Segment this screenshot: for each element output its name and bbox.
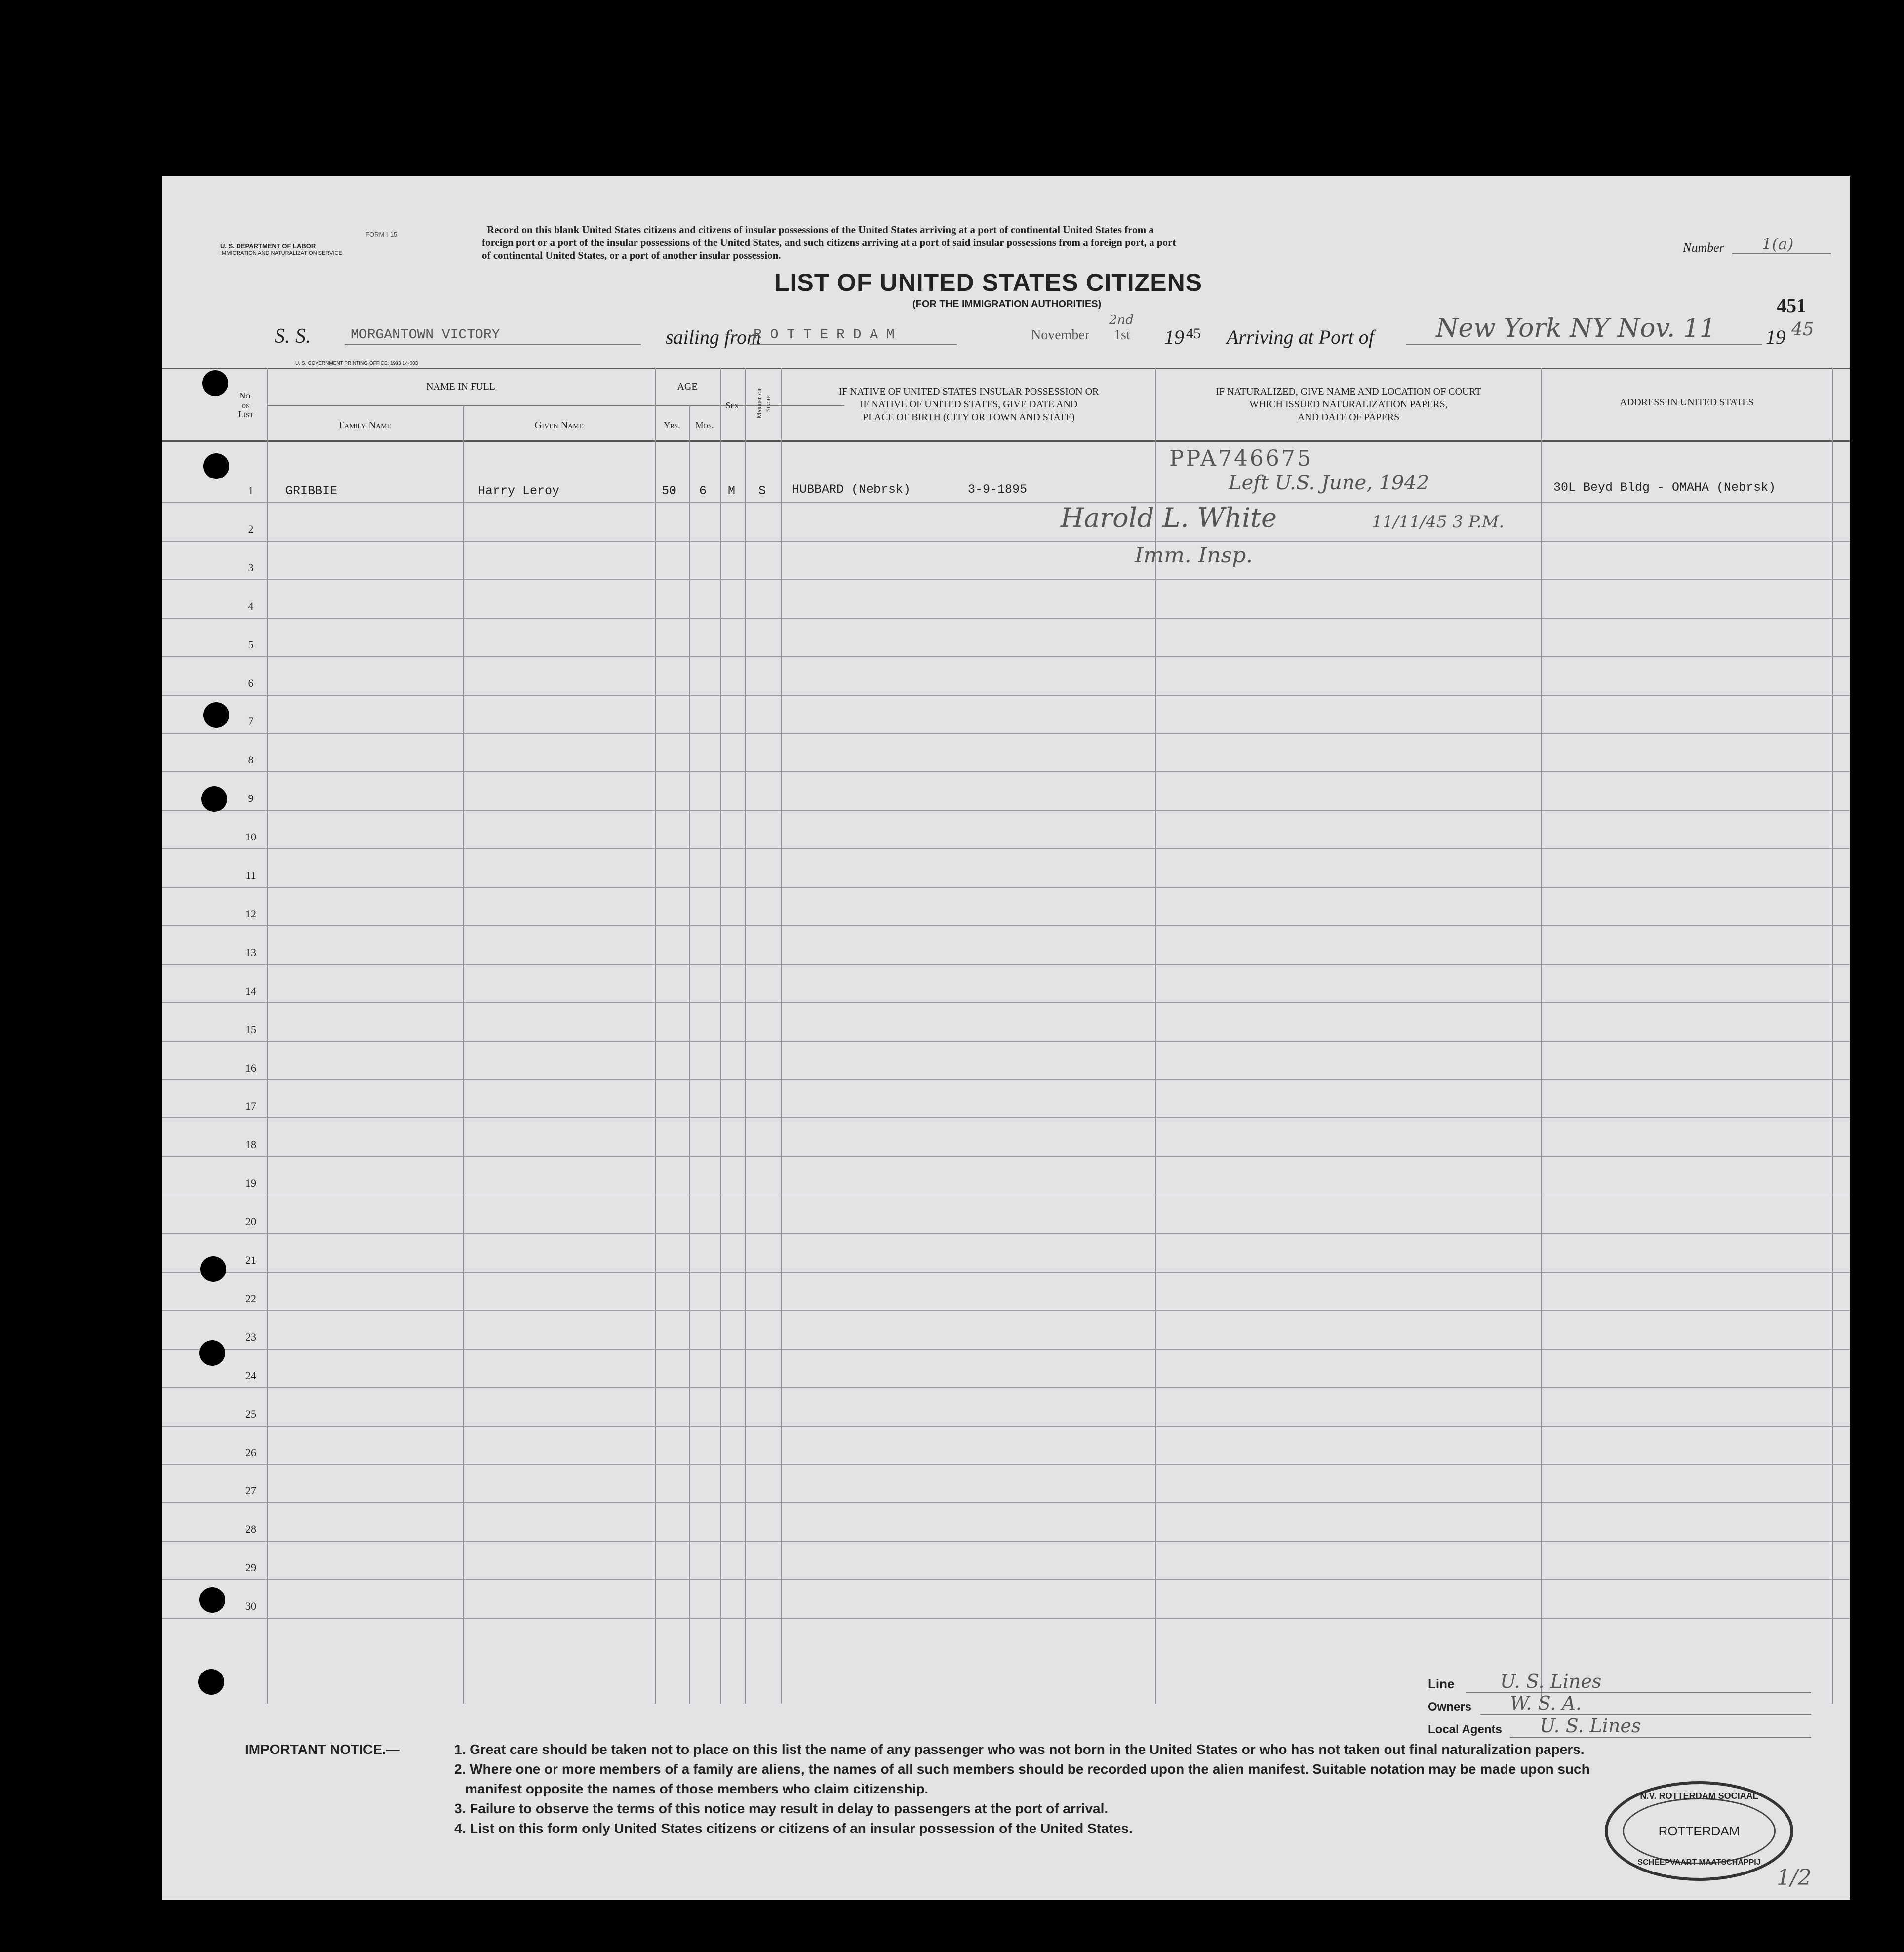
binder-hole-6 [199,1340,225,1366]
left-us-note: Left U.S. June, 1942 [1229,472,1429,494]
header-given-name: Given Name [534,420,584,431]
entry-years: 50 [662,484,677,498]
row-number: 30 [245,1600,256,1612]
col-divider-9 [1541,368,1542,1704]
row-number: 9 [248,792,254,804]
owners-value: W. S. A. [1510,1692,1582,1714]
passport-number: PPA746675 [1169,446,1313,471]
binder-hole-1 [202,370,228,396]
date-month: November [1031,327,1090,343]
row-number: 19 [245,1177,256,1189]
row-rule [162,502,1850,503]
form-instruction-2: foreign port or a port of the insular possessions of the United States, and such citizens arriving at a port of said insular possessions from a foreign port, a port [482,237,1176,248]
binder-hole-4 [201,786,227,812]
form-instruction-3: of continental United States, or a port of another insular possession. [482,249,781,261]
row-rule [162,695,1850,696]
row-number: 18 [245,1138,256,1151]
row-number: 6 [248,677,254,689]
port-underline [750,344,957,345]
owners-label: Owners [1428,1700,1472,1713]
col-divider-7 [781,368,782,1704]
notice-4: 4. List on this form only United States citizens or citizens of an insular possession of the United States. [454,1821,1133,1836]
entry-married-single: S [758,484,766,498]
date-day: 1st [1114,327,1130,343]
year-prefix: 19 [1164,326,1184,348]
row-rule [162,1502,1850,1503]
row-number: 27 [245,1484,256,1497]
arrival-year-prefix: 19 [1766,326,1785,348]
dept-service: IMMIGRATION AND NATURALIZATION SERVICE [220,250,342,256]
local-agents-value: U. S. Lines [1540,1715,1641,1737]
entry-birth-date: 3-9-1895 [968,482,1028,497]
entry-months: 6 [699,484,707,498]
row-number: 3 [248,561,254,574]
row-rule [162,1541,1850,1542]
row-rule [162,579,1850,580]
row-rule [162,1233,1850,1234]
arrival-underline [1406,344,1762,345]
header-naturalized-line-1: IF NATURALIZED, GIVE NAME AND LOCATION OF COURT [1216,386,1481,397]
table-top-border [162,368,1850,369]
header-birth-line-2: IF NATIVE OF UNITED STATES, GIVE DATE AND [860,399,1078,410]
row-rule [162,1618,1850,1619]
row-rule [162,1079,1850,1080]
row-rule [162,733,1850,734]
line-value: U. S. Lines [1500,1671,1602,1692]
col-divider-6 [745,368,746,1704]
row-number: 25 [245,1408,256,1420]
row-rule [162,925,1850,926]
header-birth-line-1: IF NATIVE OF UNITED STATES INSULAR POSSESSION OR [838,386,1099,397]
page-subtitle: (FOR THE IMMIGRATION AUTHORITIES) [912,299,1102,310]
stamp-bottom-text: SCHEEPVAART MAATSCHAPPIJ [1637,1858,1761,1867]
notice-label: IMPORTANT NOTICE.— [245,1742,400,1757]
stamp-center-text: ROTTERDAM [1658,1824,1740,1838]
row-rule [162,771,1850,772]
col-divider-10 [1832,368,1833,1704]
number-underline [1732,253,1831,254]
number-label: Number [1683,240,1724,255]
row-number: 11 [245,869,256,881]
header-months: Mos. [695,420,714,430]
header-married-single-line-2: Single [764,395,772,412]
col-divider-4 [689,406,690,1704]
form-instruction-1: Record on this blank United States citizens and citizens of insular possessions of the United States arriving at a port of continental United States from a [487,224,1154,236]
page-title: LIST OF UNITED STATES CITIZENS [774,269,1203,296]
dept-name: U. S. DEPARTMENT OF LABOR [220,242,316,250]
row-rule [162,1310,1850,1311]
row-rule [162,887,1850,888]
inspector-signature: Harold L. White [1061,502,1277,533]
row-rule [162,618,1850,619]
printing-note: U. S. GOVERNMENT PRINTING OFFICE: 1933 14-603 [295,361,418,366]
local-agents-underline [1510,1737,1811,1738]
col-divider-1 [267,368,268,1704]
sailing-label: sailing from [666,326,761,348]
row-rule [162,1579,1850,1580]
row-number: 23 [245,1331,256,1343]
company-stamp [1605,1781,1793,1881]
row-number: 2 [248,523,254,535]
year-suffix: 45 [1186,325,1201,342]
header-sex: Sex [725,400,739,410]
header-age: AGE [677,381,698,392]
entry-sex: M [728,484,736,498]
binder-hole-2 [203,453,229,479]
row-number: 16 [245,1062,256,1074]
row-number: 24 [245,1369,256,1382]
number-value: 1(a) [1762,235,1794,253]
binder-hole-3 [203,702,229,728]
col-divider-3 [655,368,656,1704]
entry-birth-place: HUBBARD (Nebrsk) [792,482,911,497]
row-number: 28 [245,1523,256,1535]
row-number: 4 [248,600,254,612]
row-number: 14 [245,985,256,997]
date-day-correction: 2nd [1109,313,1134,327]
row-number: 15 [245,1023,256,1036]
col-divider-5 [720,368,721,1704]
header-family-name: Family Name [338,420,392,431]
row-number: 20 [245,1215,256,1228]
binder-hole-5 [200,1256,226,1282]
ship-underline [345,344,641,345]
owners-underline [1480,1714,1811,1715]
row-number: 10 [245,831,256,843]
ship-name: MORGANTOWN VICTORY [351,327,500,343]
row-number: 5 [248,638,254,651]
notice-3: 3. Failure to observe the terms of this notice may result in delay to passengers at the port of arrival. [454,1801,1109,1816]
row-rule [162,810,1850,811]
row-rule [162,656,1850,657]
row-rule [162,1387,1850,1388]
row-rule [162,1426,1850,1427]
header-naturalized-line-3: AND DATE OF PAPERS [1297,412,1400,423]
row-rule [162,1464,1850,1465]
row-number: 12 [245,908,256,920]
header-naturalized-line-2: WHICH ISSUED NATURALIZATION PAPERS, [1249,399,1448,410]
ss-label: S. S. [275,325,311,348]
binder-hole-7 [199,1587,225,1613]
arrival-port: New York NY Nov. 11 [1436,314,1716,343]
row-rule [162,964,1850,965]
header-married-single-line-1: Married or [755,388,763,419]
page-number: 451 [1777,294,1806,317]
notice-2-continued: manifest opposite the names of those members who claim citizenship. [465,1781,929,1796]
row-rule [162,1002,1850,1003]
inspector-title: Imm. Insp. [1135,543,1253,568]
col-divider-2 [463,406,464,1704]
arrival-year-suffix: 45 [1791,319,1814,340]
manifest-form [162,176,1850,1900]
notice-1: 1. Great care should be taken not to place on this list the name of any passenger who was not born in the United States or who has not taken out final naturalization papers. [454,1742,1585,1757]
row-number: 17 [245,1100,256,1112]
col-divider-8 [1155,368,1156,1704]
header-no-on-list-3: List [238,409,254,419]
row-number: 1 [248,484,254,497]
row-rule [162,848,1850,849]
row-rule [162,541,1850,542]
row-rule [162,1117,1850,1118]
row-number: 21 [245,1254,256,1266]
row-number: 26 [245,1446,256,1459]
entry-given-name: Harry Leroy [478,484,560,498]
corner-note: 1/2 [1777,1865,1812,1890]
entry-address: 30L Beyd Bldg - OMAHA (Nebrsk) [1553,480,1776,495]
notice-2: 2. Where one or more members of a family are aliens, the names of all such members should be recorded upon the alien manifest. Suitable notation may be made upon such [454,1761,1590,1777]
header-no-on-list-1: No. [239,391,253,400]
header-address: ADDRESS IN UNITED STATES [1620,397,1754,408]
row-rule [162,1349,1850,1350]
row-number: 22 [245,1292,256,1305]
header-married-single [750,377,776,436]
stamp-top-text: N.V. ROTTERDAM SOCIAAL [1640,1791,1758,1801]
line-label: Line [1428,1676,1455,1691]
row-rule [162,1041,1850,1042]
local-agents-label: Local Agents [1428,1723,1502,1736]
departure-port: R O T T E R D A M [754,327,895,343]
row-number: 7 [248,715,254,727]
row-rule [162,1156,1850,1157]
header-name-in-full: NAME IN FULL [426,381,495,392]
header-birth-line-3: PLACE OF BIRTH (CITY OR TOWN AND STATE) [863,412,1075,423]
row-number: 8 [248,754,254,766]
form-number: FORM I-15 [365,231,397,238]
inspection-date: 11/11/45 3 P.M. [1372,512,1505,532]
row-number: 13 [245,946,256,958]
row-number: 29 [245,1561,256,1574]
arriving-label: Arriving at Port of [1227,326,1374,348]
header-no-on-list-2: on [242,401,250,410]
header-years: Yrs. [664,420,680,430]
row-rule [162,1272,1850,1273]
entry-family-name: GRIBBIE [285,484,338,498]
header-bottom-border [162,440,1850,442]
binder-hole-8 [198,1669,224,1695]
